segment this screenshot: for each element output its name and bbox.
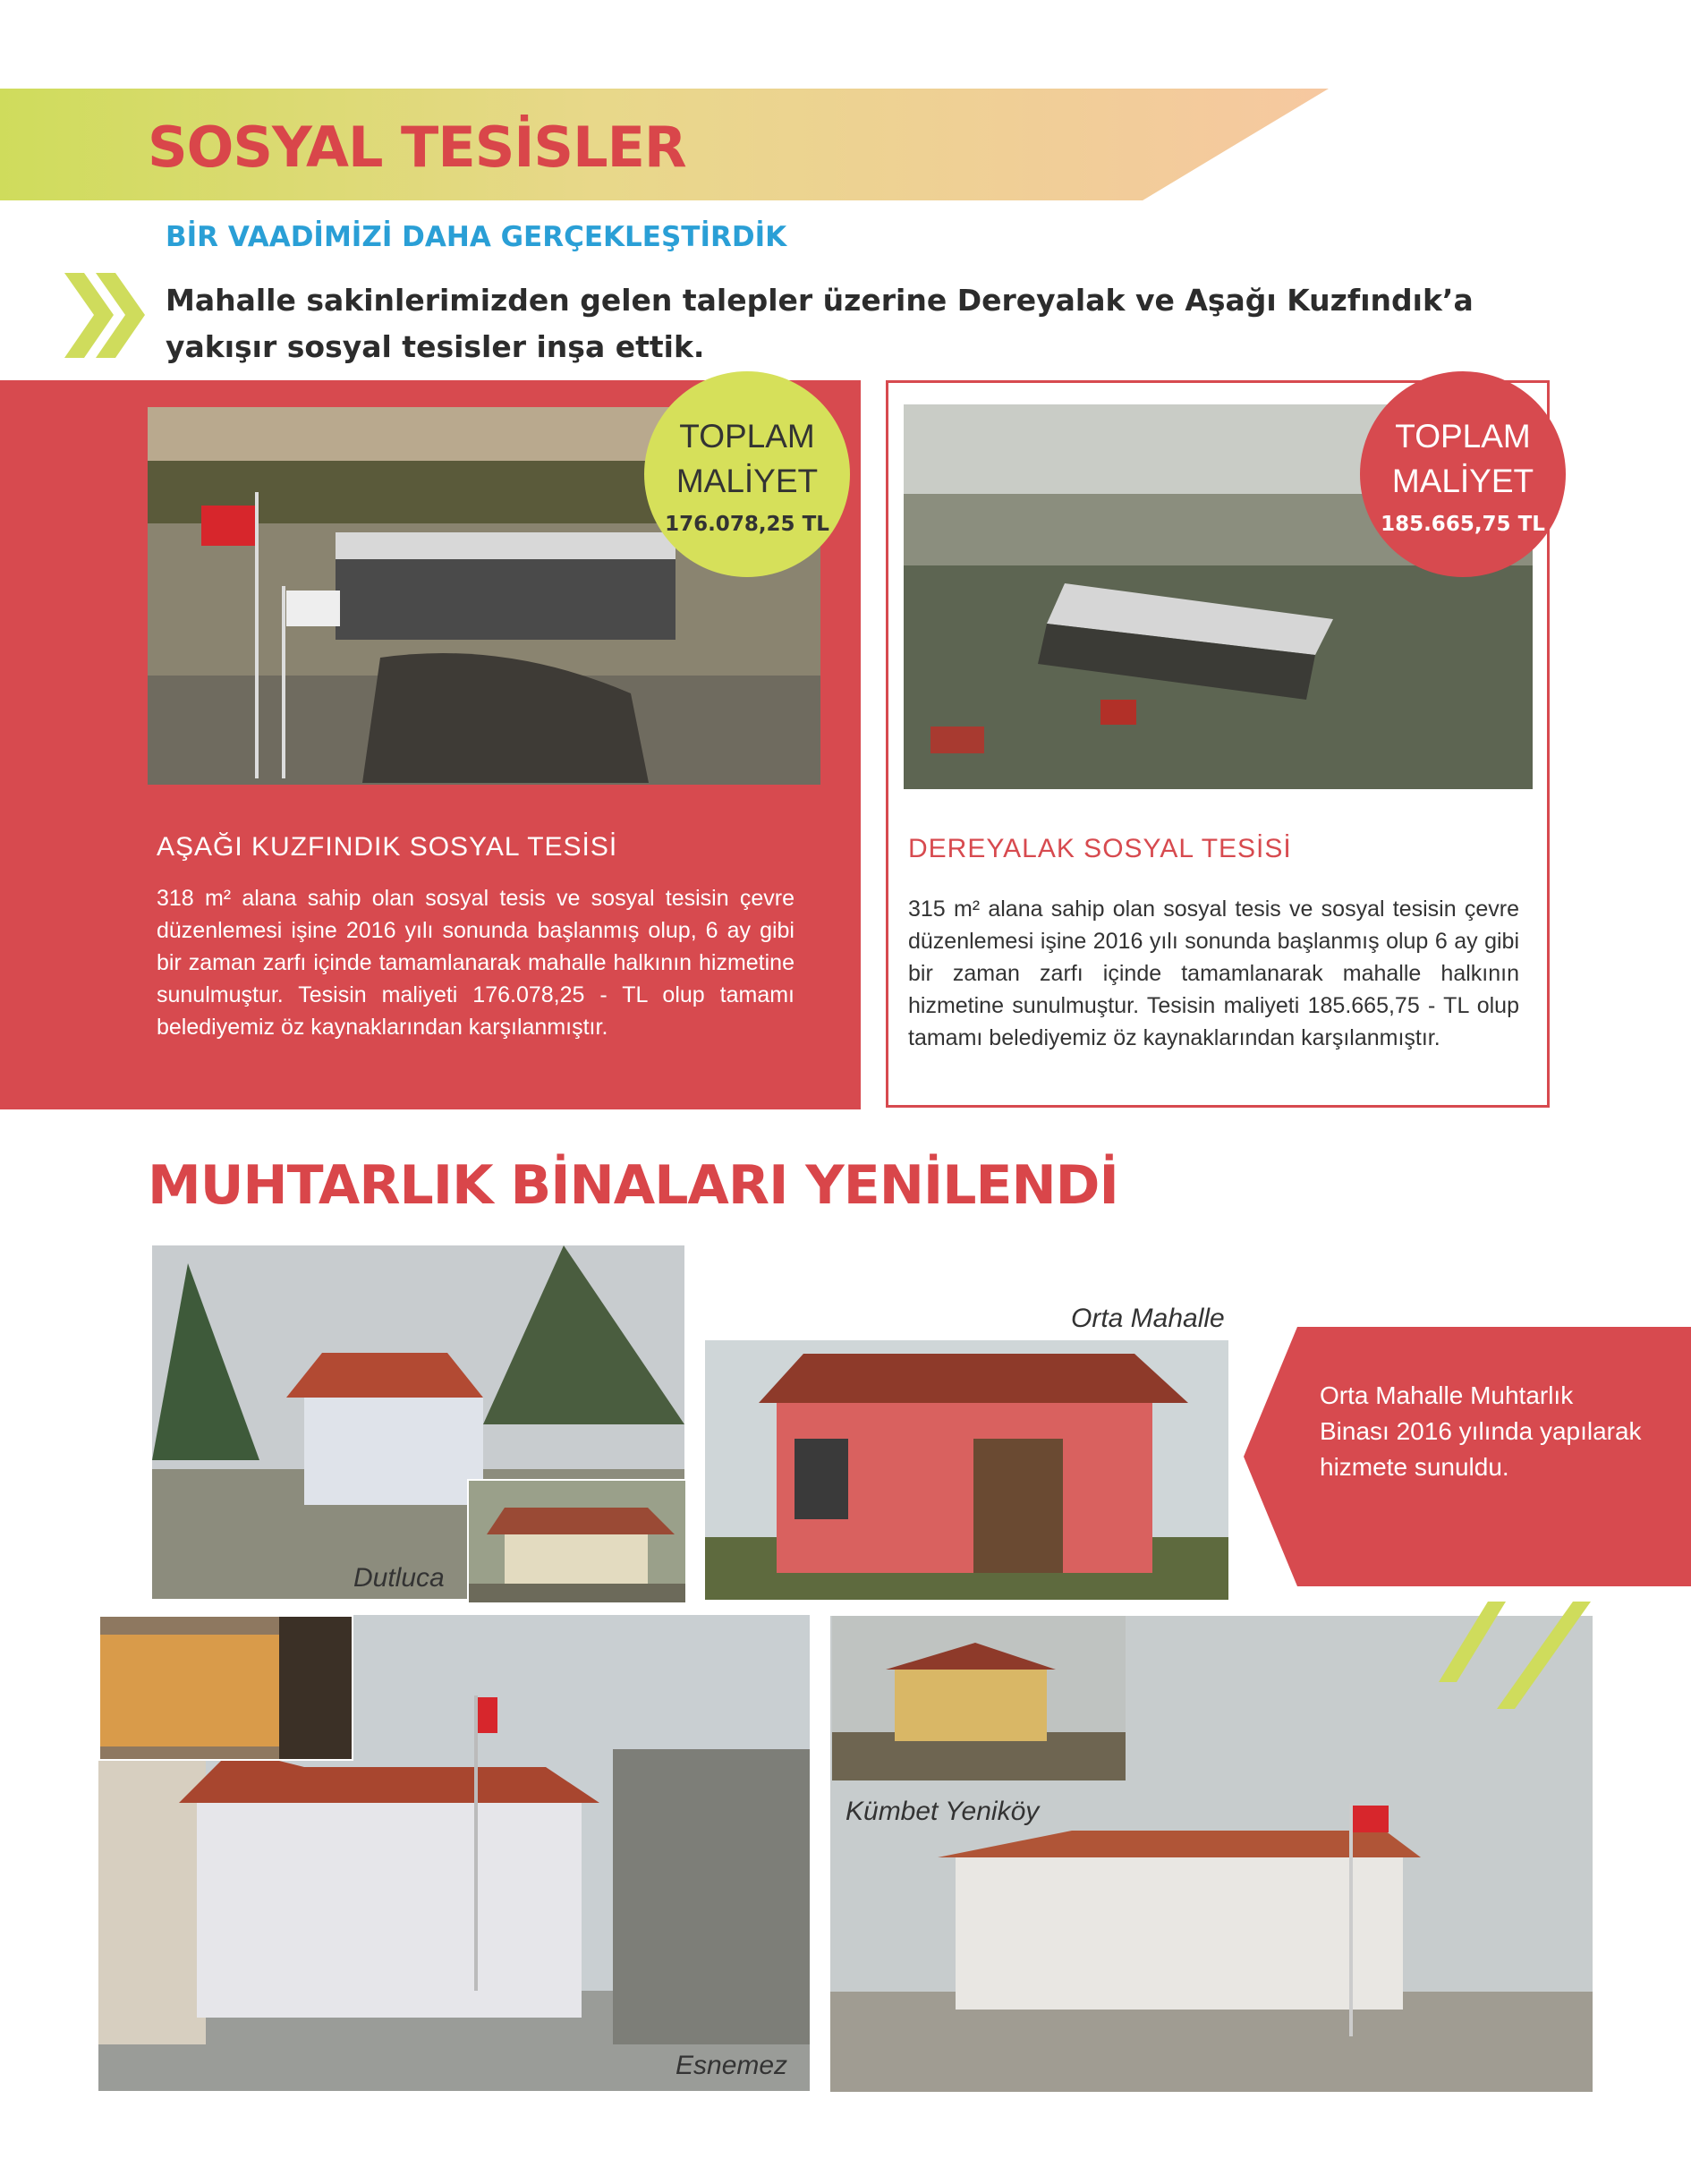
page-title: SOSYAL TESİSLER bbox=[148, 115, 686, 180]
cost-badge-kuzfindik bbox=[644, 371, 850, 577]
cost-badge-dereyalak bbox=[1360, 371, 1566, 577]
facility-title: AŞAĞI KUZFINDIK SOSYAL TESİSİ bbox=[157, 832, 618, 862]
badge-label: MALİYET bbox=[1391, 463, 1534, 499]
facility-title: DEREYALAK SOSYAL TESİSİ bbox=[908, 834, 1292, 863]
badge-label: TOPLAM bbox=[679, 418, 815, 455]
dutluca-inset-photo bbox=[467, 1479, 687, 1604]
badge-label: MALİYET bbox=[676, 463, 819, 499]
stripes-decoration bbox=[1439, 1602, 1591, 1709]
page-subtitle: BİR VAADİMİZİ DAHA GERÇEKLEŞTİRDİK bbox=[166, 221, 787, 253]
caption-orta: Orta Mahalle bbox=[1071, 1304, 1225, 1333]
orta-note: Orta Mahalle Muhtarlık Binası 2016 yılında yapılarak hizmete sunuldu. bbox=[1320, 1381, 1642, 1481]
double-chevron-icon bbox=[64, 273, 145, 358]
kumbet-inset-photo bbox=[832, 1616, 1126, 1780]
caption-esnemez: Esnemez bbox=[676, 2051, 788, 2080]
cost-value: 176.078,25 TL bbox=[665, 513, 829, 536]
caption-dutluca: Dutluca bbox=[353, 1563, 445, 1593]
section-title: MUHTARLIK BİNALARI YENİLENDİ bbox=[148, 1154, 1118, 1217]
facility-text: 318 m² alana sahip olan sosyal tesis ve sosyal tesisin çevre düzenlemesi işine 2016 yılı sonunda başlanmış olup, 6 ay gibi bir zaman zarfı içinde tamamlanarak mahalle halkının hizmetine sunulmuştur. Tesisin maliyeti 176.078,25 - TL olup tamamı belediyemiz öz kaynaklarından karşılanmıştır. bbox=[157, 886, 795, 1040]
cost-value: 185.665,75 TL bbox=[1381, 513, 1545, 536]
intro-text: Mahalle sakinlerimizden gelen talepler üzerine Dereyalak ve Aşağı Kuzfındık’a yakışır sosyal tesisler inşa ettik. bbox=[166, 283, 1474, 364]
badge-label: TOPLAM bbox=[1395, 418, 1531, 455]
facility-text: 315 m² alana sahip olan sosyal tesis ve sosyal tesisin çevre düzenlemesi işine 2016 yılı sonunda başlanmış olup 6 ay gibi bir zaman zarfı içinde tamamlanarak mahalle halkının hizmetine sunulmuştur. Tesisin maliyeti 185.665,75 - TL olup tamamı belediyemiz öz kaynaklarından karşılanmıştır. bbox=[908, 897, 1519, 1050]
orta-photo bbox=[705, 1340, 1228, 1600]
caption-kumbet: Kümbet Yeniköy bbox=[846, 1797, 1040, 1826]
esnemez-inset-photo bbox=[98, 1615, 353, 1761]
